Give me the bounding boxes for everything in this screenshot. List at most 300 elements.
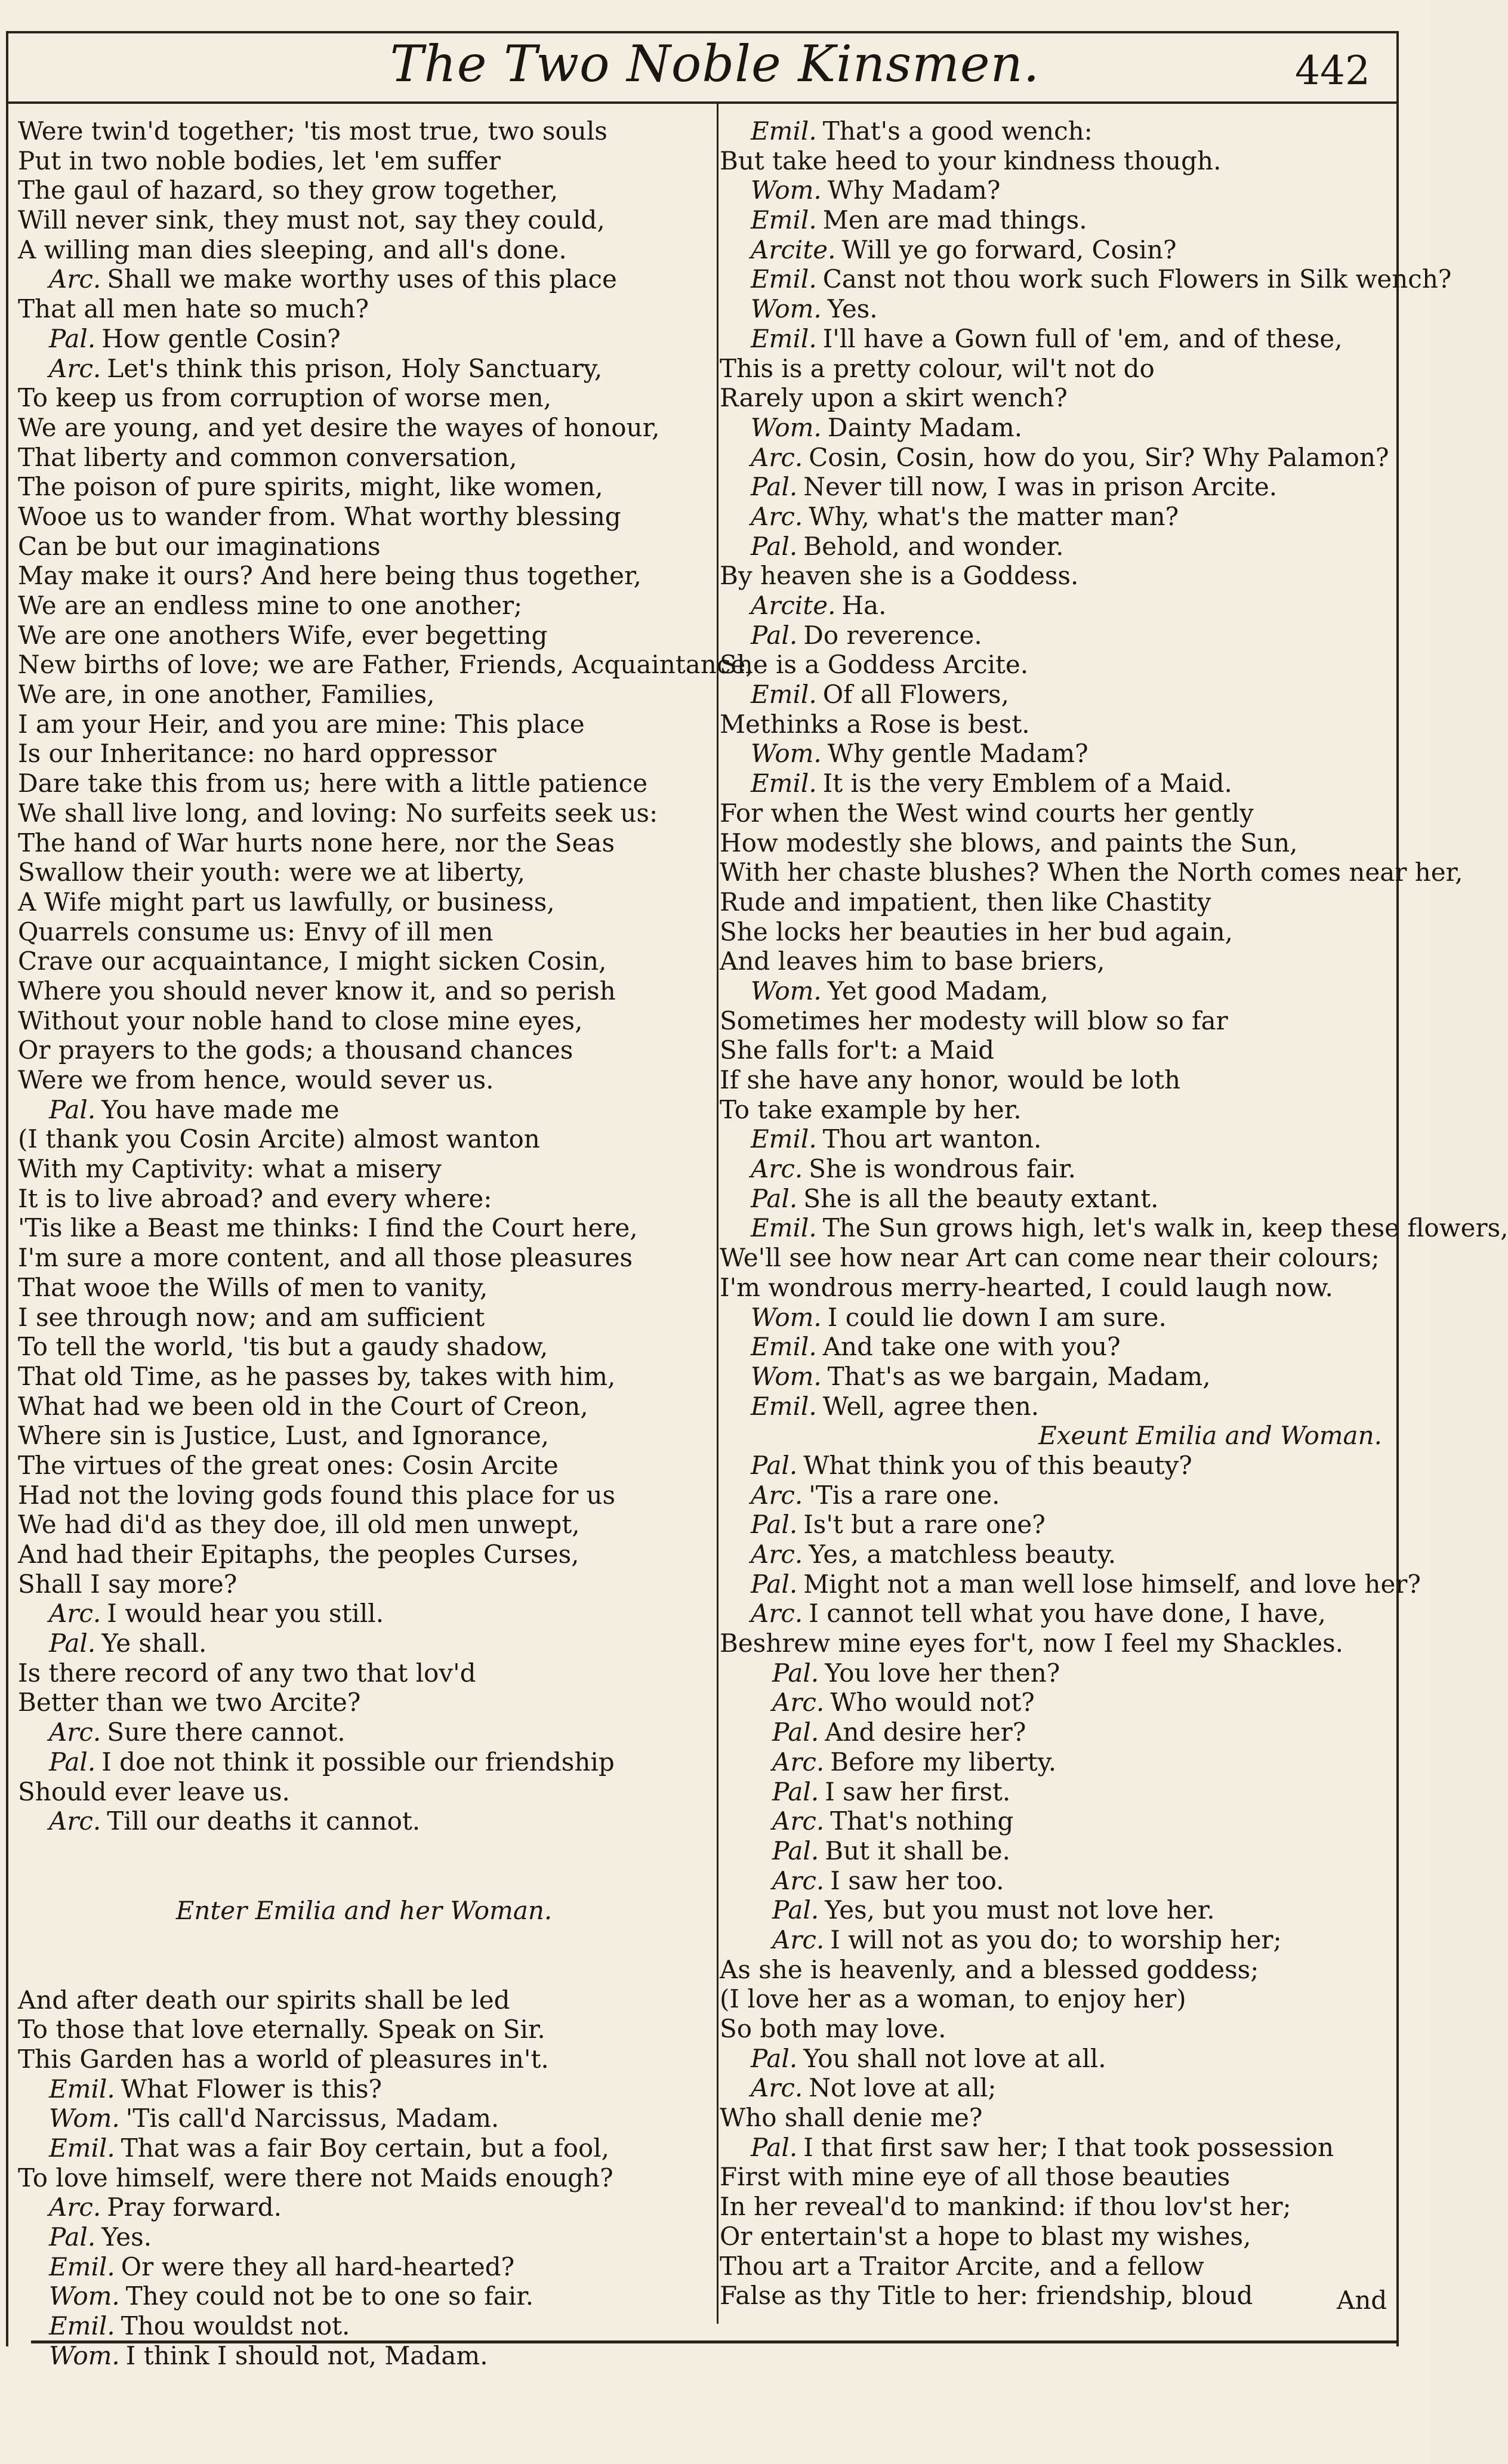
verse-line xyxy=(720,1569,1421,1599)
verse-line xyxy=(720,264,1452,294)
speaker-label: Pal. xyxy=(751,472,798,502)
line-text: And take one with you? xyxy=(822,1332,1121,1362)
line-text: I could lie down I am sure. xyxy=(827,1302,1167,1332)
line-text: I that first saw her; I that took possession xyxy=(803,2132,1334,2162)
line-text: That all men hate so much? xyxy=(18,294,369,324)
speaker-label: Wom. xyxy=(751,294,822,324)
line-text: I think I should not, Madam. xyxy=(125,2340,488,2370)
speaker-label: Wom. xyxy=(49,2104,120,2133)
verse-line xyxy=(720,710,1391,739)
line-text: I'm sure a more content, and all those pleasures xyxy=(18,1243,633,1273)
speaker-label: Wom. xyxy=(751,976,822,1006)
verse-line xyxy=(18,1035,710,1065)
stage-direction: Exeunt Emilia and Woman. xyxy=(1038,1421,1382,1451)
speaker-label: Arc. xyxy=(751,1599,803,1629)
line-text: Rude and impatient, then like Chastity xyxy=(720,887,1211,917)
verse-line xyxy=(720,2162,1391,2192)
verse-line xyxy=(720,1065,1391,1095)
line-text: Shall we make worthy uses of this place xyxy=(107,264,617,294)
verse-line xyxy=(18,1540,710,1569)
verse-line xyxy=(720,1955,1391,1985)
verse-line xyxy=(720,383,1391,413)
verse-line xyxy=(18,2015,710,2044)
verse-line xyxy=(720,887,1391,917)
speaker-label: Pal. xyxy=(751,1450,798,1480)
stanza-gap xyxy=(18,1836,710,1896)
speaker-label: Pal. xyxy=(772,1777,819,1806)
line-text: With her chaste blushes? When the North comes near her, xyxy=(720,858,1463,887)
line-text: Or prayers to the gods; a thousand chances xyxy=(18,1035,573,1065)
verse-line xyxy=(18,561,710,591)
line-text: Not love at all; xyxy=(809,2073,997,2103)
verse-line xyxy=(720,1629,1391,1658)
line-text: Yes, but you must not love her. xyxy=(825,1895,1215,1925)
line-text: Is't but a rare one? xyxy=(803,1510,1046,1540)
line-text: Before my liberty. xyxy=(830,1747,1057,1777)
verse-line xyxy=(18,1688,710,1717)
verse-line xyxy=(18,1154,710,1184)
verse-line xyxy=(720,1510,1391,1540)
speaker-label: Wom. xyxy=(49,2281,120,2311)
verse-line xyxy=(720,1243,1391,1273)
verse-line xyxy=(720,502,1391,532)
speaker-label: Pal. xyxy=(49,1094,96,1124)
verse-line xyxy=(720,1658,1391,1688)
speaker-label: Pal. xyxy=(751,1510,798,1540)
line-text: Shall I say more? xyxy=(18,1569,238,1599)
speaker-label: Arc. xyxy=(49,1806,101,1836)
verse-line xyxy=(720,2044,1391,2074)
verse-line xyxy=(18,1510,710,1540)
speaker-label: Pal. xyxy=(751,531,798,561)
verse-line xyxy=(18,354,710,384)
verse-line xyxy=(720,146,1391,176)
speaker-label: Arc. xyxy=(49,1717,101,1747)
verse-line xyxy=(720,294,1391,324)
line-text: So both may love. xyxy=(720,2014,946,2043)
verse-line xyxy=(720,1806,1391,1836)
verse-line xyxy=(18,2311,710,2341)
line-text: How modestly she blows, and paints the Sun, xyxy=(720,828,1298,858)
line-text: In her reveal'd to mankind: if thou lov'st her; xyxy=(720,2192,1291,2222)
line-text: Wooe us to wander from. What worthy blessing xyxy=(18,501,621,531)
line-text: 'Tis a rare one. xyxy=(809,1480,1000,1510)
verse-line xyxy=(720,472,1391,502)
verse-line xyxy=(720,1451,1391,1481)
speaker-label: Emil. xyxy=(49,2133,115,2163)
verse-line xyxy=(720,532,1391,562)
speaker-label: Emil. xyxy=(751,205,817,235)
line-text: Will never sink, they must not, say they could, xyxy=(18,205,605,235)
verse-line xyxy=(18,2222,710,2252)
line-text: You shall not love at all. xyxy=(803,2043,1106,2073)
speaker-label: Pal. xyxy=(49,2222,96,2252)
speaker-label: Arc. xyxy=(49,2192,101,2222)
line-text: Who shall denie me? xyxy=(720,2103,983,2133)
speaker-label: Pal. xyxy=(49,1747,96,1777)
speaker-label: Arc. xyxy=(49,264,101,294)
line-text: False as thy Title to her: friendship, bloud xyxy=(720,2281,1253,2311)
verse-line xyxy=(720,561,1391,591)
line-text: By heaven she is a Goddess. xyxy=(720,561,1079,591)
verse-line xyxy=(720,2014,1391,2044)
verse-line xyxy=(720,1984,1391,2014)
line-text: Were we from hence, would sever us. xyxy=(18,1065,494,1094)
line-text: This is a pretty colour, wil't not do xyxy=(720,353,1155,383)
line-text: She is a Goddess Arcite. xyxy=(720,650,1029,680)
line-text: Well, agree then. xyxy=(822,1391,1040,1421)
verse-line xyxy=(720,116,1391,146)
running-title: The Two Noble Kinsmen. xyxy=(390,35,1040,93)
line-text: Is our Inheritance: no hard oppressor xyxy=(18,739,497,769)
verse-line xyxy=(18,1006,710,1036)
speaker-label: Pal. xyxy=(751,1569,798,1599)
verse-line xyxy=(720,1925,1391,1955)
line-text: Had not the loving gods found this place for us xyxy=(18,1480,616,1510)
speaker-label: Wom. xyxy=(751,175,822,205)
verse-line xyxy=(720,917,1391,947)
line-text: (I love her as a woman, to enjoy her) xyxy=(720,1984,1186,2014)
verse-line xyxy=(720,1154,1391,1184)
line-text: For when the West wind courts her gently xyxy=(720,798,1254,828)
speaker-label: Emil. xyxy=(751,264,817,294)
verse-line xyxy=(18,650,754,680)
verse-line xyxy=(720,354,1391,384)
speaker-label: Pal. xyxy=(751,620,798,650)
verse-line xyxy=(18,710,710,739)
verse-line xyxy=(18,1124,710,1154)
speaker-label: Pal. xyxy=(772,1836,819,1865)
catchword: And xyxy=(1337,2286,1387,2315)
speaker-label: Emil. xyxy=(751,1332,817,1362)
verse-line xyxy=(720,1540,1391,1569)
verse-line xyxy=(720,1717,1391,1747)
left-column xyxy=(18,116,754,2371)
line-text: You love her then? xyxy=(825,1658,1060,1688)
line-text: Ha. xyxy=(841,591,887,620)
verse-line xyxy=(720,2192,1391,2222)
verse-line xyxy=(720,739,1391,769)
line-text: Where sin is Justice, Lust, and Ignorance, xyxy=(18,1421,550,1451)
verse-line xyxy=(18,798,710,828)
line-text: Yes. xyxy=(827,294,878,324)
line-text: We are, in one another, Families, xyxy=(18,680,435,710)
verse-line xyxy=(18,264,710,294)
line-text: We had di'd as they doe, ill old men unwept, xyxy=(18,1510,580,1540)
verse-line xyxy=(18,383,710,413)
verse-line xyxy=(720,2073,1391,2103)
line-text: I saw her first. xyxy=(825,1777,1011,1806)
line-text: We are one anothers Wife, ever begetting xyxy=(18,620,548,650)
verse-line xyxy=(18,532,710,562)
line-text: Pray forward. xyxy=(107,2192,282,2222)
speaker-label: Arcite. xyxy=(751,235,836,264)
verse-line xyxy=(18,1392,710,1421)
line-text: Should ever leave us. xyxy=(18,1777,290,1806)
speaker-label: Pal. xyxy=(772,1658,819,1688)
verse-line xyxy=(720,443,1391,473)
speaker-label: Pal. xyxy=(772,1895,819,1925)
line-text: Methinks a Rose is best. xyxy=(720,709,1030,739)
verse-line xyxy=(18,1777,710,1807)
line-text: As she is heavenly, and a blessed goddess; xyxy=(720,1954,1259,1984)
speaker-label: Pal. xyxy=(751,2132,798,2162)
speaker-label: Pal. xyxy=(772,1717,819,1747)
verse-line xyxy=(18,294,710,324)
line-text: Ye shall. xyxy=(101,1629,207,1658)
line-text: The poison of pure spirits, might, like women, xyxy=(18,472,603,502)
speaker-label: Pal. xyxy=(751,2043,798,2073)
verse-line xyxy=(18,917,710,947)
header-rule xyxy=(6,101,1398,104)
line-text: Dainty Madam. xyxy=(827,412,1023,442)
verse-line xyxy=(18,1213,710,1243)
verse-line xyxy=(720,1303,1391,1333)
verse-line xyxy=(18,858,710,887)
verse-line xyxy=(18,887,710,917)
line-text: Or were they all hard-hearted? xyxy=(121,2252,515,2281)
line-text: What think you of this beauty? xyxy=(803,1450,1192,1480)
speaker-label: Wom. xyxy=(751,412,822,442)
verse-line xyxy=(720,413,1391,443)
line-text: Can be but our imaginations xyxy=(18,531,381,561)
line-text: Without your noble hand to close mine eyes, xyxy=(18,1006,583,1035)
line-text: To keep us from corruption of worse men, xyxy=(18,383,552,413)
line-text: Why Madam? xyxy=(827,175,1001,205)
line-text: To tell the world, 'tis but a gaudy shadow, xyxy=(18,1332,548,1362)
verse-line xyxy=(18,175,710,205)
line-text: Crave our acquaintance, I might sicken Cosin, xyxy=(18,946,607,976)
line-text: I see through now; and am sufficient xyxy=(18,1302,485,1332)
verse-line xyxy=(18,1806,710,1836)
verse-line xyxy=(18,2044,710,2074)
line-text: What Flower is this? xyxy=(121,2074,383,2104)
line-text: May make it ours? And here being thus together, xyxy=(18,561,642,591)
line-text: Were twin'd together; 'tis most true, two souls xyxy=(18,116,607,146)
line-text: She is all the beauty extant. xyxy=(803,1183,1159,1213)
speaker-label: Arc. xyxy=(772,1806,825,1836)
speaker-label: Wom. xyxy=(751,739,822,769)
verse-line xyxy=(720,175,1391,205)
line-text: We'll see how near Art can come near their colours; xyxy=(720,1243,1380,1273)
verse-line xyxy=(720,2222,1391,2252)
speaker-label: Arc. xyxy=(772,1865,825,1895)
verse-line xyxy=(720,1006,1391,1036)
line-text: I saw her too. xyxy=(830,1865,1004,1895)
line-text: Thou wouldst not. xyxy=(121,2311,350,2341)
line-text: We shall live long, and loving: No surfeits seek us: xyxy=(18,798,658,828)
line-text: She locks her beauties in her bud again, xyxy=(720,917,1233,946)
verse-line xyxy=(18,1451,710,1481)
verse-line xyxy=(720,2133,1391,2163)
line-text: I am your Heir, and you are mine: This place xyxy=(18,709,585,739)
speaker-label: Arc. xyxy=(772,1925,825,1954)
line-text: Better than we two Arcite? xyxy=(18,1688,361,1717)
line-text: Never till now, I was in prison Arcite. xyxy=(803,472,1278,502)
verse-line xyxy=(720,1213,1508,1243)
speaker-label: Pal. xyxy=(49,1629,96,1658)
line-text: We are an endless mine to one another; xyxy=(18,591,523,620)
line-text: Where you should never know it, and so perish xyxy=(18,976,616,1006)
verse-line xyxy=(720,798,1391,828)
verse-line xyxy=(18,1747,710,1777)
line-text: That was a fair Boy certain, but a fool, xyxy=(121,2133,610,2163)
speaker-label: Arc. xyxy=(751,1154,803,1184)
verse-line xyxy=(18,1569,710,1599)
verse-line xyxy=(18,739,710,769)
speaker-label: Emil. xyxy=(751,1124,817,1154)
line-text: That old Time, as he passes by, takes with him, xyxy=(18,1361,616,1391)
verse-line xyxy=(720,1035,1391,1065)
line-text: Canst not thou work such Flowers in Silk wench? xyxy=(822,264,1452,294)
line-text: Dare take this from us; here with a little patience xyxy=(18,769,648,798)
line-text: But take heed to your kindness though. xyxy=(720,146,1222,175)
verse-line xyxy=(720,1184,1391,1214)
left-border xyxy=(6,31,8,2346)
line-text: Behold, and wonder. xyxy=(803,531,1064,561)
speaker-label: Arc. xyxy=(751,501,803,531)
line-text: 'Tis call'd Narcissus, Madam. xyxy=(125,2104,499,2133)
verse-line xyxy=(720,1599,1391,1629)
verse-line xyxy=(18,2133,710,2163)
verse-line xyxy=(18,1717,710,1747)
verse-line xyxy=(18,2104,710,2133)
speaker-label: Emil. xyxy=(49,2311,115,2341)
verse-line xyxy=(18,1243,710,1273)
verse-line xyxy=(720,650,1391,680)
speaker-label: Arc. xyxy=(751,1540,803,1569)
line-text: That liberty and common conversation, xyxy=(18,442,517,472)
line-text: Beshrew mine eyes for't, now I feel my Shackles. xyxy=(720,1629,1343,1658)
line-text: Thou art a Traitor Arcite, and a fellow xyxy=(720,2251,1204,2281)
verse-line xyxy=(18,443,710,473)
line-text: What had we been old in the Court of Creon, xyxy=(18,1391,588,1421)
verse-line xyxy=(18,205,710,235)
verse-line xyxy=(18,828,710,858)
verse-line xyxy=(18,1303,710,1333)
line-text: Till our deaths it cannot. xyxy=(107,1806,421,1836)
speaker-label: Arc. xyxy=(772,1688,825,1717)
line-text: I'll have a Gown full of 'em, and of these, xyxy=(822,323,1343,353)
speaker-label: Pal. xyxy=(49,323,96,353)
line-text: Swallow their youth: were we at liberty, xyxy=(18,858,525,887)
speaker-label: Emil. xyxy=(751,680,817,710)
line-text: Put in two noble bodies, let 'em suffer xyxy=(18,146,501,175)
speaker-label: Arc. xyxy=(49,353,101,383)
line-text: Rarely upon a skirt wench? xyxy=(720,383,1068,413)
verse-line xyxy=(18,2281,710,2311)
line-text: And had their Epitaphs, the peoples Curses, xyxy=(18,1540,579,1569)
verse-line xyxy=(720,324,1391,354)
speaker-label: Arc. xyxy=(751,442,803,472)
speaker-label: Emil. xyxy=(751,769,817,798)
line-text: And leaves him to base briers, xyxy=(720,946,1105,976)
line-text: If she have any honor, would be loth xyxy=(720,1065,1181,1094)
line-text: Quarrels consume us: Envy of ill men xyxy=(18,917,494,946)
line-text: New births of love; we are Father, Friends, Acquaintance, xyxy=(18,650,754,680)
line-text: We are young, and yet desire the wayes of honour, xyxy=(18,412,660,442)
verse-line xyxy=(18,2074,710,2104)
line-text: It is the very Emblem of a Maid. xyxy=(822,769,1232,798)
line-text: Might not a man well lose himself, and love her? xyxy=(803,1569,1421,1599)
speaker-label: Arc. xyxy=(751,1480,803,1510)
speaker-label: Wom. xyxy=(49,2340,120,2370)
line-text: The hand of War hurts none here, nor the Seas xyxy=(18,828,615,858)
line-text: Let's think this prison, Holy Sanctuary, xyxy=(107,353,603,383)
verse-line xyxy=(18,413,710,443)
line-text: Yet good Madam, xyxy=(827,976,1048,1006)
verse-line xyxy=(18,502,710,532)
verse-line xyxy=(18,324,710,354)
line-text: But it shall be. xyxy=(825,1836,1010,1865)
line-text: Of all Flowers, xyxy=(822,680,1009,710)
verse-line xyxy=(18,621,710,650)
line-text: And after death our spirits shall be led xyxy=(18,1985,510,2015)
line-text: That's nothing xyxy=(830,1806,1014,1836)
verse-line xyxy=(720,1392,1391,1421)
speaker-label: Arc. xyxy=(772,1747,825,1777)
line-text: Who would not? xyxy=(830,1688,1035,1717)
line-text: Yes, a matchless beauty. xyxy=(809,1540,1117,1569)
speaker-label: Arc. xyxy=(751,2073,803,2103)
line-text: She falls for't: a Maid xyxy=(720,1035,994,1065)
speaker-label: Emil. xyxy=(751,323,817,353)
verse-line xyxy=(720,1836,1391,1866)
line-text: Will ye go forward, Cosin? xyxy=(841,235,1177,264)
line-text: With my Captivity: what a misery xyxy=(18,1154,442,1184)
verse-line xyxy=(720,205,1391,235)
verse-line xyxy=(720,858,1463,887)
verse-line xyxy=(720,1273,1391,1303)
line-text: First with mine eye of all those beauties xyxy=(720,2162,1231,2192)
stanza-gap xyxy=(18,1926,710,1985)
verse-line xyxy=(720,1688,1391,1717)
verse-line xyxy=(18,1985,710,2015)
line-text: A willing man dies sleeping, and all's done. xyxy=(18,235,567,264)
verse-line xyxy=(720,621,1391,650)
line-text: The virtues of the great ones: Cosin Arcite xyxy=(18,1450,559,1480)
page-number: 442 xyxy=(1295,48,1370,94)
verse-line xyxy=(18,1273,710,1303)
line-text: I will not as you do; to worship her; xyxy=(830,1925,1282,1954)
speaker-label: Wom. xyxy=(751,1361,822,1391)
verse-line xyxy=(18,1362,710,1392)
line-text: A Wife might part us lawfully, or business, xyxy=(18,887,555,917)
verse-line xyxy=(18,1065,710,1095)
verse-line xyxy=(18,2341,710,2371)
line-text: The Sun grows high, let's walk in, keep these flowers, xyxy=(822,1213,1508,1243)
line-text: 'Tis like a Beast me thinks: I find the Court here, xyxy=(18,1213,638,1243)
verse-line xyxy=(18,116,710,146)
line-text: The gaul of hazard, so they grow together, xyxy=(18,175,559,205)
verse-line xyxy=(720,769,1391,798)
speaker-label: Pal. xyxy=(751,1183,798,1213)
verse-line xyxy=(18,946,710,976)
line-text: Men are mad things. xyxy=(822,205,1087,235)
verse-line xyxy=(720,976,1391,1006)
verse-line xyxy=(720,235,1391,265)
verse-line xyxy=(720,2103,1391,2133)
verse-line xyxy=(720,1747,1391,1777)
right-column xyxy=(720,116,1508,2311)
verse-line xyxy=(720,1095,1391,1125)
top-rule xyxy=(6,31,1398,33)
line-text: How gentle Cosin? xyxy=(101,323,341,353)
verse-line xyxy=(720,1362,1391,1392)
line-text: Thou art wanton. xyxy=(822,1124,1042,1154)
line-text: Or entertain'st a hope to blast my wishes, xyxy=(720,2221,1251,2251)
line-text: This Garden has a world of pleasures in't. xyxy=(18,2044,549,2074)
